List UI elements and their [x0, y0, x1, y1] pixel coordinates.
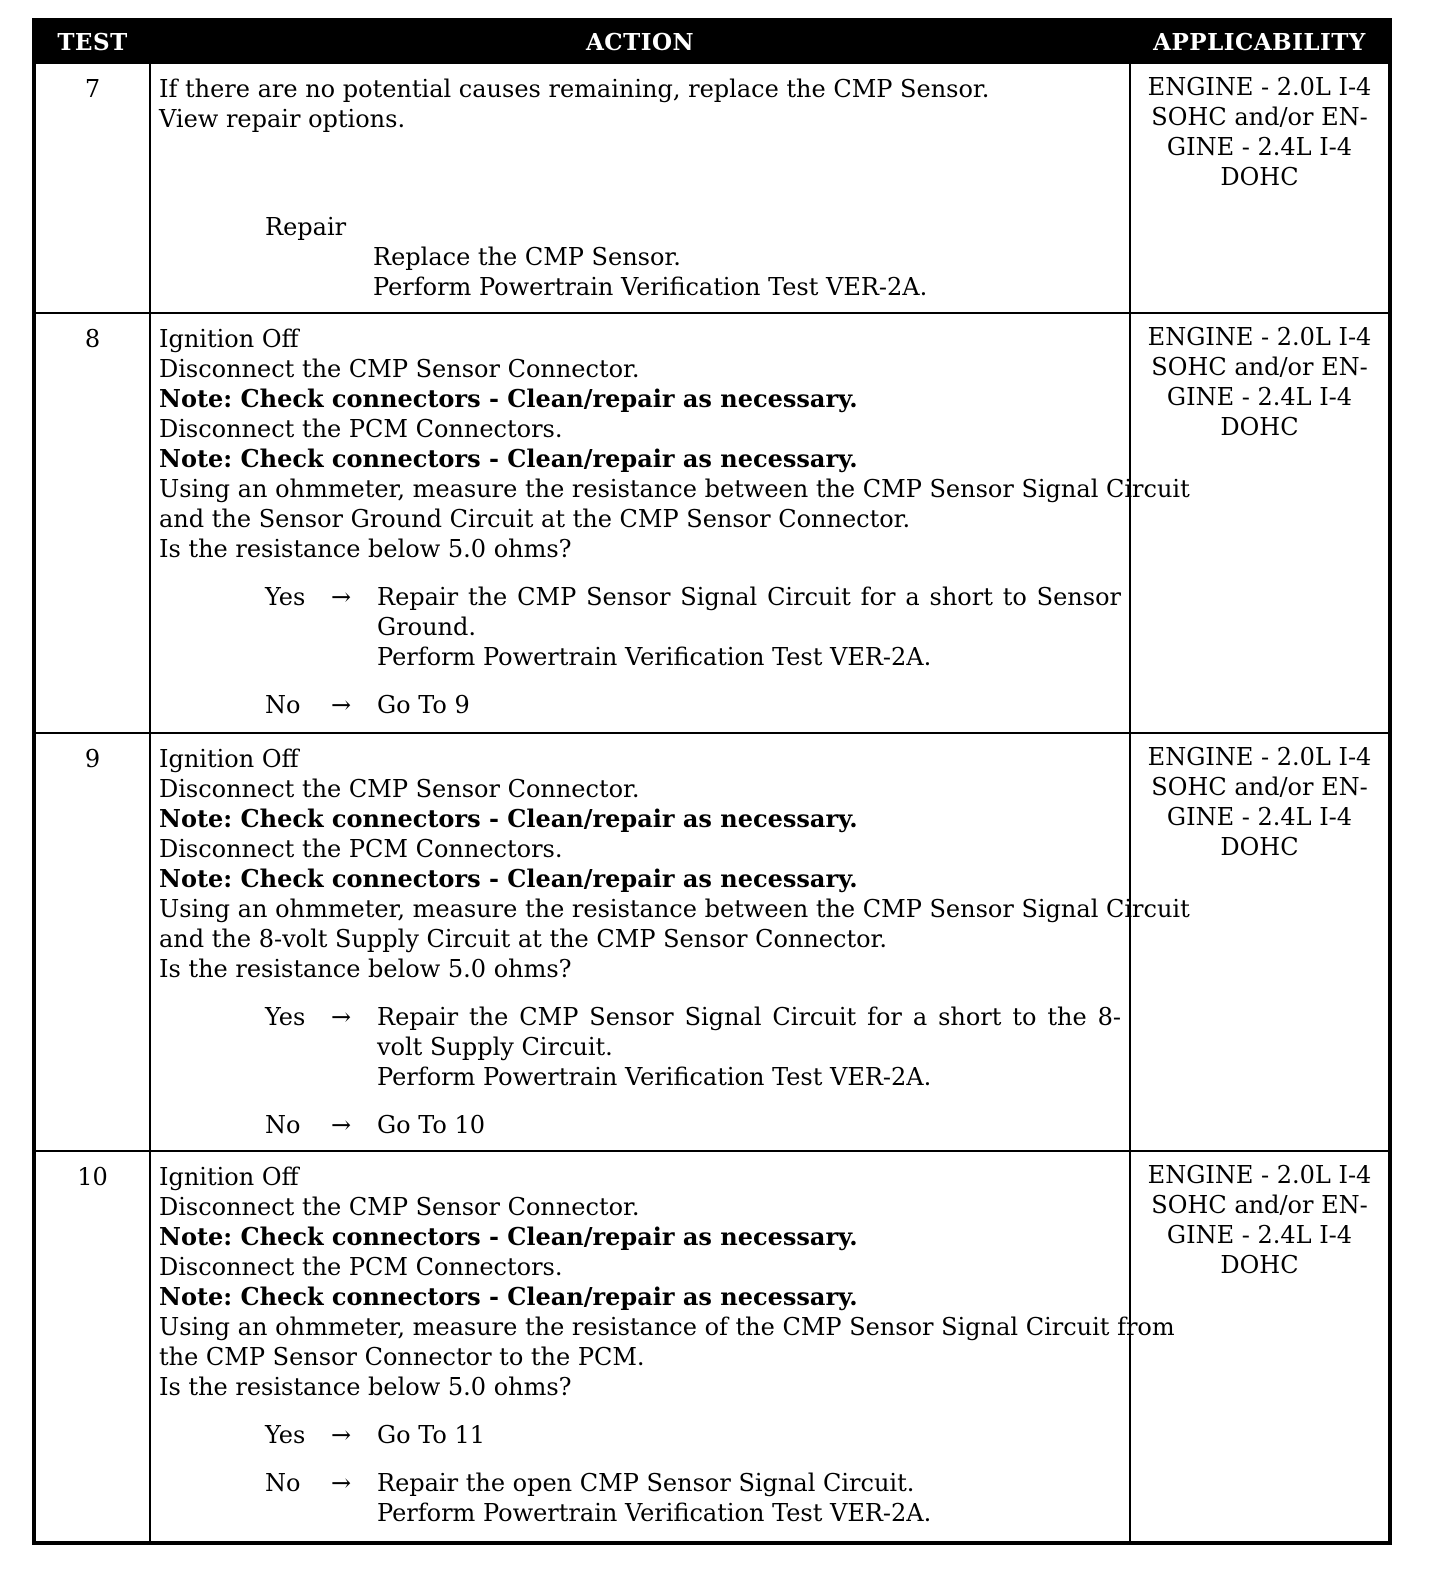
arrow-right-icon: →: [331, 691, 352, 719]
instruction-line: Using an ohmmeter, measure the resistance between the CMP Sensor Signal Circuit: [159, 895, 1190, 923]
test-number: 10: [34, 1151, 150, 1543]
table-row: [34, 313, 1390, 733]
applicability-line: ENGINE - 2.0L I-4: [1147, 73, 1372, 101]
note-line: Note: Check connectors - Clean/repair as necessary.: [159, 864, 858, 893]
diagnostic-test-table: [32, 18, 1392, 1545]
branch-label: Yes: [265, 1003, 306, 1031]
instruction-line: Using an ohmmeter, measure the resistance between the CMP Sensor Signal Circuit: [159, 475, 1190, 503]
note-line: Note: Check connectors - Clean/repair as necessary.: [159, 1222, 858, 1251]
applicability-line: ENGINE - 2.0L I-4: [1147, 743, 1372, 771]
instruction-line: and the Sensor Ground Circuit at the CMP Sensor Connector.: [159, 505, 911, 533]
branch-body: [377, 1420, 1121, 1450]
applicability-line: ENGINE - 2.0L I-4: [1147, 1161, 1372, 1189]
header-test: TEST: [34, 20, 150, 63]
instruction-line: Is the resistance below 5.0 ohms?: [159, 955, 572, 983]
instruction-line: Is the resistance below 5.0 ohms?: [159, 535, 572, 563]
instruction-line: Disconnect the PCM Connectors.: [159, 835, 563, 863]
branch-text: Repair the CMP Sensor Signal Circuit for a short to the 8-volt Supply Circuit.: [377, 1003, 1121, 1061]
branch-no: [159, 1110, 1121, 1140]
instruction-line: Ignition Off: [159, 1163, 299, 1191]
applicability-line: SOHC and/or EN-: [1151, 353, 1368, 381]
applicability-cell: [1130, 733, 1390, 1151]
instruction-line: Disconnect the CMP Sensor Connector.: [159, 1193, 640, 1221]
action-cell: [150, 1151, 1175, 1543]
instruction-line: Disconnect the PCM Connectors.: [159, 415, 563, 443]
branch-text: Perform Powertrain Verification Test VER-2A.: [377, 1499, 932, 1527]
applicability-cell: [1130, 63, 1390, 313]
branch-text: Go To 10: [377, 1111, 486, 1139]
arrow-right-icon: →: [331, 583, 352, 611]
applicability-line: SOHC and/or EN-: [1151, 103, 1368, 131]
branch-yes: [159, 1002, 1121, 1092]
arrow-right-icon: →: [331, 1111, 352, 1139]
table-body: [34, 63, 1390, 1543]
branch-no: [159, 1468, 1121, 1528]
repair-steps: [265, 242, 1121, 302]
instruction-line: Using an ohmmeter, measure the resistance of the CMP Sensor Signal Circuit from: [159, 1313, 1175, 1341]
action-cell: [150, 733, 1190, 1151]
instruction-line: Disconnect the PCM Connectors.: [159, 1253, 563, 1281]
branch-text: Go To 9: [377, 691, 470, 719]
applicability-line: SOHC and/or EN-: [1151, 773, 1368, 801]
branch-text: Perform Powertrain Verification Test VER-2A.: [377, 1063, 932, 1091]
branch-body: [377, 1468, 1121, 1528]
instruction-line: If there are no potential causes remaining, replace the CMP Sensor.: [159, 75, 990, 103]
applicability-cell: [1130, 1151, 1390, 1543]
applicability-line: DOHC: [1220, 833, 1299, 861]
branch-label: No: [265, 1111, 301, 1139]
applicability-line: GINE - 2.4L I-4: [1166, 803, 1353, 831]
action-cell: [150, 313, 1190, 733]
branch-text: Repair the CMP Sensor Signal Circuit for a short to Sensor Ground.: [377, 583, 1121, 641]
header-applicability: APPLICABILITY: [1130, 20, 1390, 63]
branch-body: [377, 690, 1121, 720]
table-row: [34, 1151, 1390, 1543]
branch-yes: [159, 1420, 1121, 1450]
applicability-line: DOHC: [1220, 1251, 1299, 1279]
applicability-line: GINE - 2.4L I-4: [1166, 383, 1353, 411]
instruction-line: and the 8-volt Supply Circuit at the CMP Sensor Connector.: [159, 925, 888, 953]
note-line: Note: Check connectors - Clean/repair as necessary.: [159, 384, 858, 413]
instruction-line: Ignition Off: [159, 745, 299, 773]
arrow-right-icon: →: [331, 1421, 352, 1449]
branch-label: No: [265, 691, 301, 719]
branch-label: Yes: [265, 583, 306, 611]
branch-text: Go To 11: [377, 1421, 486, 1449]
repair-label: Repair: [265, 213, 347, 241]
applicability-line: DOHC: [1220, 163, 1299, 191]
applicability-line: ENGINE - 2.0L I-4: [1147, 323, 1372, 351]
test-number: 8: [34, 313, 150, 733]
branch-no: [159, 690, 1121, 720]
instruction-line: Disconnect the CMP Sensor Connector.: [159, 355, 640, 383]
applicability-line: GINE - 2.4L I-4: [1166, 133, 1353, 161]
branch-label: Yes: [265, 1421, 306, 1449]
applicability-line: GINE - 2.4L I-4: [1166, 1221, 1353, 1249]
instruction-line: Ignition Off: [159, 325, 299, 353]
branch-text: Repair the open CMP Sensor Signal Circuit.: [377, 1469, 915, 1497]
applicability-line: SOHC and/or EN-: [1151, 1191, 1368, 1219]
applicability-line: DOHC: [1220, 413, 1299, 441]
branch-yes: [159, 582, 1121, 672]
test-number: 9: [34, 733, 150, 1151]
arrow-right-icon: →: [331, 1003, 352, 1031]
table-header-row: [34, 20, 1390, 63]
table-row: [34, 733, 1390, 1151]
repair-step: Perform Powertrain Verification Test VER-2A.: [373, 273, 928, 301]
note-line: Note: Check connectors - Clean/repair as necessary.: [159, 444, 858, 473]
instruction-line: the CMP Sensor Connector to the PCM.: [159, 1343, 645, 1371]
applicability-cell: [1130, 313, 1390, 733]
branch-text: Perform Powertrain Verification Test VER-2A.: [377, 643, 932, 671]
branch-body: [377, 582, 1121, 672]
repair-step: Replace the CMP Sensor.: [373, 243, 681, 271]
repair-options: [159, 212, 1121, 302]
instruction-line: View repair options.: [159, 105, 406, 133]
note-line: Note: Check connectors - Clean/repair as necessary.: [159, 804, 858, 833]
header-action: ACTION: [150, 20, 1130, 63]
branch-body: [377, 1110, 1121, 1140]
instruction-line: Disconnect the CMP Sensor Connector.: [159, 775, 640, 803]
note-line: Note: Check connectors - Clean/repair as necessary.: [159, 1282, 858, 1311]
table-row: [34, 63, 1390, 313]
arrow-right-icon: →: [331, 1469, 352, 1497]
branch-body: [377, 1002, 1121, 1092]
branch-label: No: [265, 1469, 301, 1497]
test-number: 7: [34, 63, 150, 313]
action-cell: [150, 63, 1130, 313]
instruction-line: Is the resistance below 5.0 ohms?: [159, 1373, 572, 1401]
